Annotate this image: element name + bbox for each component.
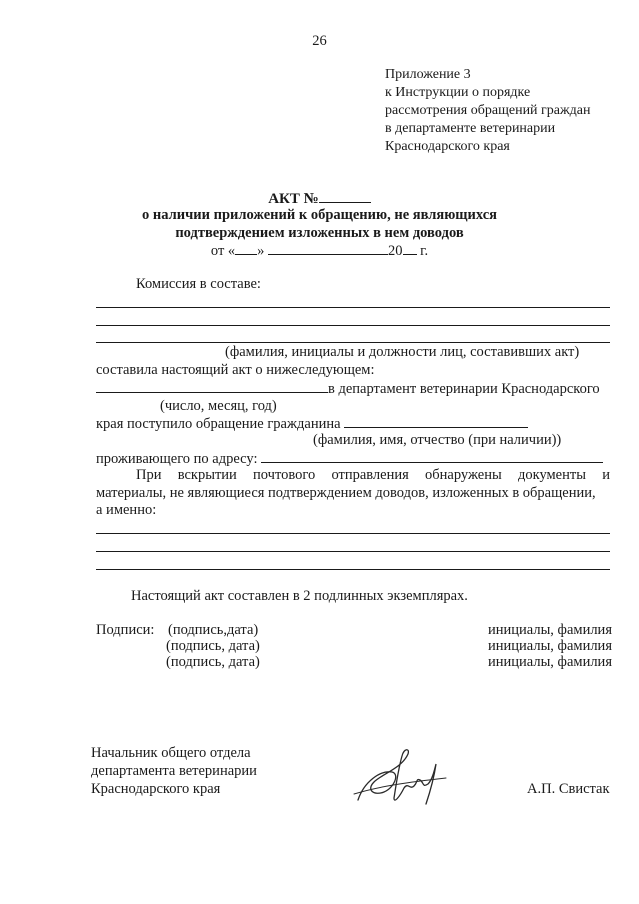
signature-stroke: [358, 750, 436, 804]
fill-line: [96, 533, 610, 534]
fill-line: [96, 551, 610, 552]
received-date-blank: [96, 380, 328, 393]
signature-initials: инициалы, фамилия: [487, 654, 612, 670]
namely-text: а именно:: [96, 502, 157, 518]
commission-label: Комиссия в составе:: [136, 276, 261, 292]
signatory-title-2: департамента ветеринарии: [91, 763, 257, 779]
fill-line: [96, 307, 610, 308]
signature-slot: (подпись, дата): [166, 638, 260, 654]
opening-word: вскрытии: [177, 467, 237, 483]
signature-initials: инициалы, фамилия: [487, 638, 612, 654]
date-g: г.: [420, 243, 429, 259]
opening-word: и: [602, 467, 610, 483]
month-blank: [268, 242, 388, 255]
copies-text: Настоящий акт составлен в 2 подлинных экземплярах.: [131, 588, 468, 604]
opening-word: почтового: [253, 467, 316, 483]
signatory-title-3: Краснодарского края: [91, 781, 221, 797]
appendix-line: Краснодарского края: [385, 139, 510, 154]
opening-word: При: [136, 467, 162, 483]
fill-line: [96, 342, 610, 343]
act-subtitle-1: о наличии приложений к обращению, не являющихся: [141, 207, 498, 223]
handwritten-signature: [350, 742, 450, 812]
address-line: [96, 450, 603, 468]
fill-line: [96, 325, 610, 326]
signature-slot: (подпись,дата): [168, 622, 259, 638]
name-hint: (фамилия, имя, отчество (при наличии)): [313, 432, 562, 448]
opening-word: документы: [517, 467, 586, 483]
act-subtitle-2: подтверждением изложенных в нем доводов: [175, 225, 464, 241]
received-text: края поступило обращение гражданина: [96, 416, 341, 432]
signature-slot: (подпись, дата): [166, 654, 260, 670]
appendix-line: в департаменте ветеринарии: [385, 121, 556, 136]
fill-line: [96, 569, 610, 570]
received-date-line: [96, 380, 600, 398]
appendix-line: к Инструкции о порядке: [385, 85, 531, 100]
opening-line: [136, 467, 610, 484]
signature-initials: инициалы, фамилия: [487, 622, 612, 638]
appendix-line: рассмотрения обращений граждан: [385, 103, 591, 118]
date-from: от «: [210, 243, 236, 259]
act-date-line: [0, 242, 639, 260]
appendix-block: [385, 66, 591, 156]
address-blank: [261, 450, 603, 463]
signatory-title-1: Начальник общего отдела: [91, 745, 251, 761]
year-blank: [403, 242, 417, 255]
act-title-text: АКТ №: [268, 191, 319, 207]
day-blank: [235, 242, 257, 255]
commission-hint: (фамилия, инициалы и должности лиц, составивших акт): [225, 344, 580, 360]
page-number: 26: [312, 33, 327, 49]
date-year: 20: [388, 243, 403, 259]
date-hint: (число, месяц, год): [160, 398, 277, 414]
signatory-name: А.П. Свистак: [527, 781, 610, 797]
opening-word: отправления: [331, 467, 409, 483]
signatures-label: Подписи:: [96, 622, 155, 638]
appendix-line: Приложение 3: [385, 67, 471, 82]
date-quote: »: [257, 243, 265, 259]
citizen-name-blank: [344, 415, 528, 428]
materials-text: материалы, не являющиеся подтверждением доводов, изложенных в обращении,: [96, 485, 596, 501]
address-text: проживающего по адресу:: [96, 451, 258, 467]
act-number-blank: [319, 188, 371, 203]
compiled-text: составила настоящий акт о нижеследующем:: [96, 362, 375, 378]
opening-word: обнаружены: [425, 467, 502, 483]
received-line: [96, 415, 528, 433]
to-department-text: в департамент ветеринарии Краснодарского: [328, 381, 600, 397]
act-title: [0, 188, 639, 208]
